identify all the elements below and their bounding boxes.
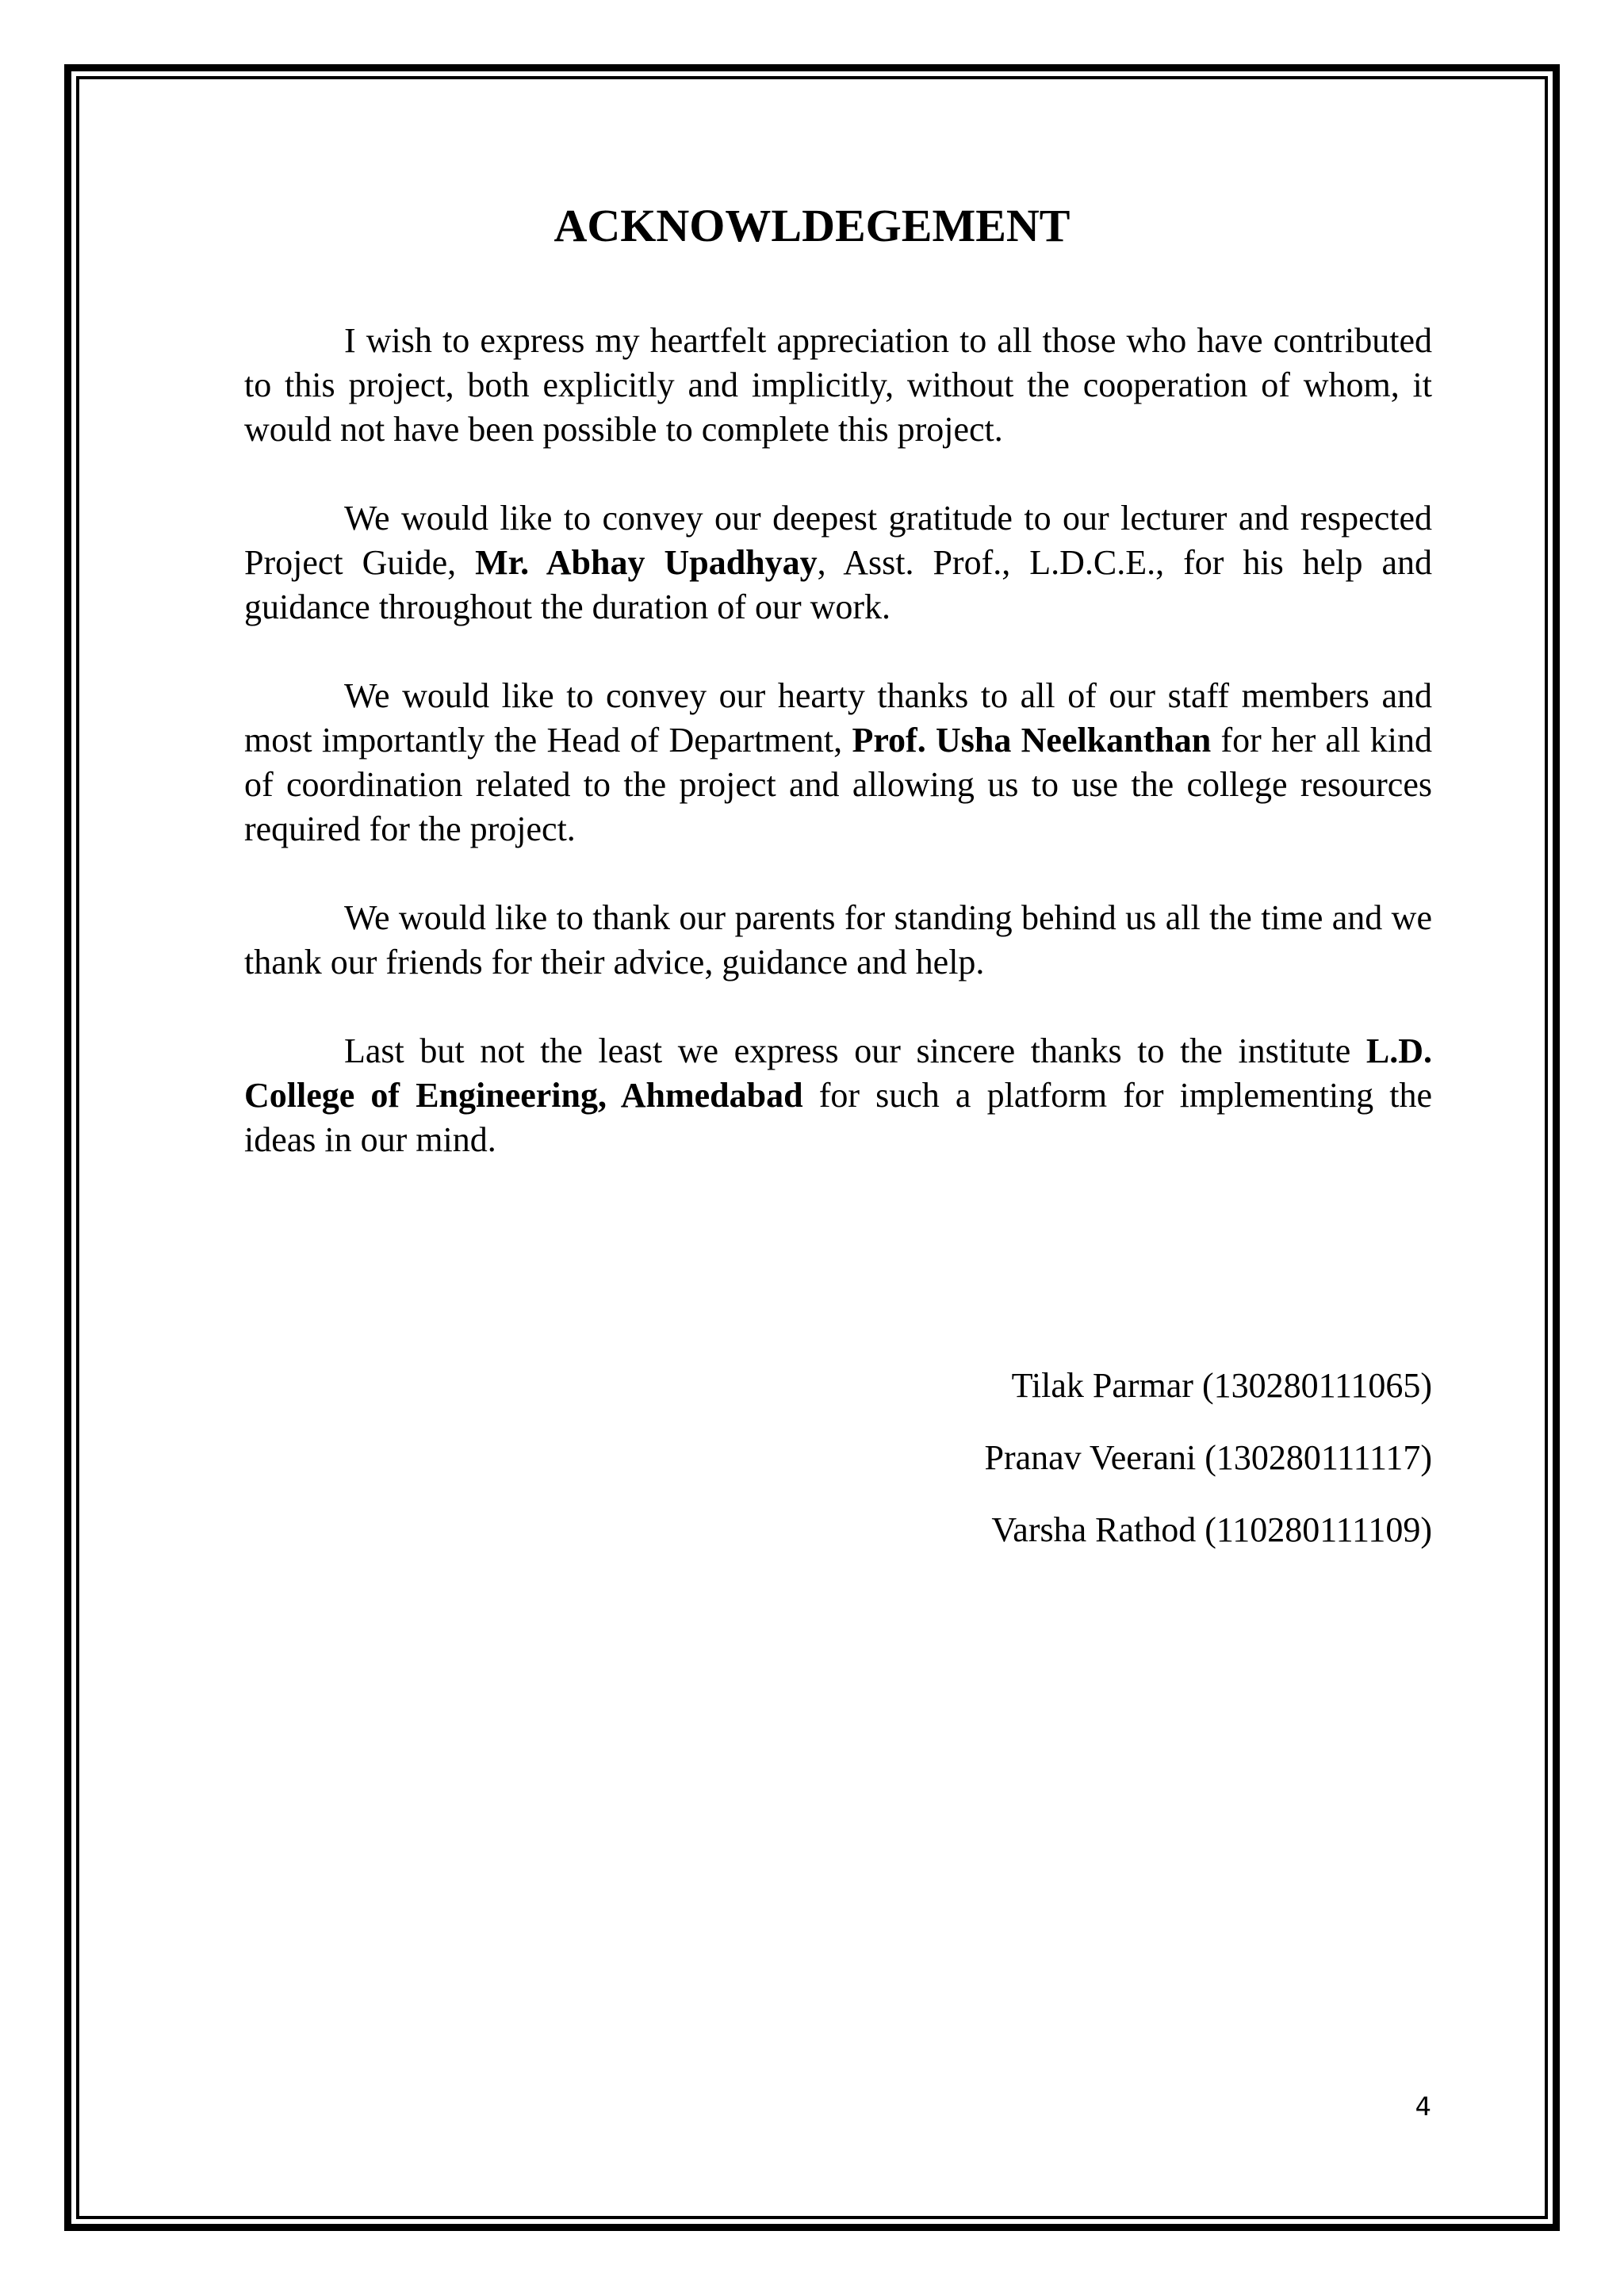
page-number: 4 [1415,2091,1431,2122]
paragraph-parents-thanks: We would like to thank our parents for standing behind us all the time and we thank our friends for their advice, guidance and help. [244,898,1432,982]
paragraph-institute-thanks [244,1029,1432,1162]
paragraph-staff-thanks [244,674,1432,851]
signature-line: Pranav Veerani (130280111117) [984,1438,1432,1477]
paragraph-text: We would like to convey our hearty thanks to all of our staff members and most importantly the Head of Department, [244,676,1432,760]
paragraph-project-guide [244,496,1432,629]
signature-block [984,1364,1432,1580]
acknowledgement-body [244,319,1432,1207]
paragraph-appreciation: I wish to express my heartfelt appreciation to all those who have contributed to this project, both explicitly and implicitly, without the cooperation of whom, it would not have been possible to complete this project. [244,321,1432,449]
paragraph-text: for her all kind of coordination related to the project and allowing us to use the college resources required for the project. [244,721,1432,848]
paragraph-text: for such a platform for implementing the ideas in our mind. [244,1076,1432,1159]
hod-name: Prof. Usha Neelkanthan [852,721,1212,760]
paragraph-text: We would like to convey our deepest gratitude to our lecturer and respected Project Guide, [244,499,1432,582]
paragraph-text: , Asst. Prof., L.D.C.E., for his help and guidance throughout the duration of our work. [244,543,1432,626]
signature-line: Tilak Parmar (130280111065) [1011,1366,1432,1405]
institute-name: L.D. College of Engineering, Ahmedabad [244,1031,1432,1115]
paragraph-text: Last but not the least we express our sincere thanks to the institute [344,1031,1366,1070]
page-title: ACKNOWLDEGEMENT [553,200,1071,251]
guide-name: Mr. Abhay Upadhyay [475,543,818,582]
signature-line: Varsha Rathod (110280111109) [991,1510,1432,1549]
